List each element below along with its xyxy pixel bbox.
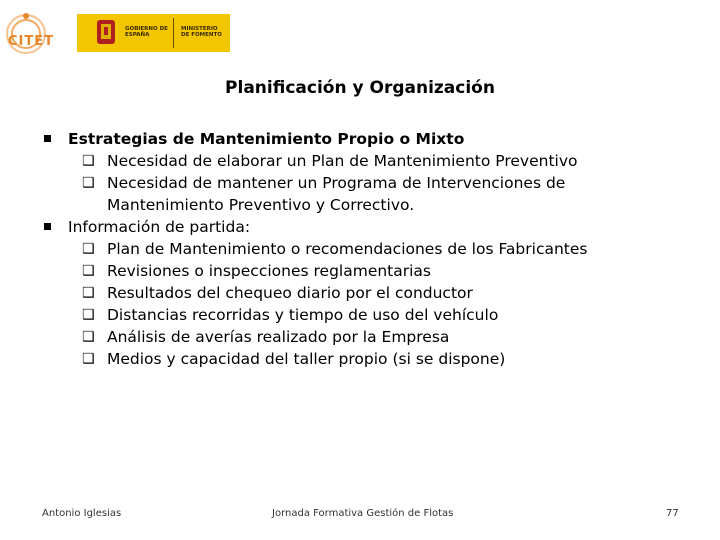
logo-divider bbox=[173, 18, 174, 48]
sub-bullet-item bbox=[44, 260, 684, 282]
sub-bullet-item bbox=[44, 238, 684, 260]
sub-bullet-item bbox=[44, 150, 684, 172]
citet-logo bbox=[6, 8, 64, 60]
gobierno-label: GOBIERNO DE ESPAÑA bbox=[125, 26, 168, 38]
bullet-item bbox=[44, 216, 684, 238]
sub-bullet-text: Resultados del chequeo diario por el conductor bbox=[107, 284, 473, 302]
checkbox-bullet-icon: ❑ bbox=[82, 285, 95, 301]
sub-bullet-text: Plan de Mantenimiento o recomendaciones de los Fabricantes bbox=[107, 240, 588, 258]
bullet-text: Estrategias de Mantenimiento Propio o Mixto bbox=[68, 130, 465, 148]
footer-event: Jornada Formativa Gestión de Flotas bbox=[272, 508, 454, 519]
header bbox=[0, 0, 720, 70]
citet-logo-text: CITET bbox=[8, 34, 54, 49]
sub-bullet-item bbox=[44, 348, 684, 370]
checkbox-bullet-icon: ❑ bbox=[82, 153, 95, 169]
sub-bullet-item bbox=[44, 172, 684, 216]
sub-bullet-item bbox=[44, 326, 684, 348]
slide-title: Planificación y Organización bbox=[225, 78, 495, 98]
sub-bullet-text: Necesidad de mantener un Programa de Intervenciones de Mantenimiento Preventivo y Correctivo. bbox=[107, 174, 566, 214]
coat-of-arms-icon bbox=[95, 18, 117, 48]
footer-author: Antonio Iglesias bbox=[42, 508, 122, 519]
checkbox-bullet-icon: ❑ bbox=[82, 241, 95, 257]
square-bullet-icon bbox=[44, 223, 51, 230]
sub-bullet-text: Necesidad de elaborar un Plan de Mantenimiento Preventivo bbox=[107, 152, 578, 170]
square-bullet-icon bbox=[44, 135, 51, 142]
bullet-item bbox=[44, 128, 684, 150]
checkbox-bullet-icon: ❑ bbox=[82, 307, 95, 323]
bullet-text: Información de partida: bbox=[68, 218, 251, 236]
checkbox-bullet-icon: ❑ bbox=[82, 263, 95, 279]
slide-content bbox=[44, 128, 684, 370]
sub-bullet-text: Revisiones o inspecciones reglamentarias bbox=[107, 262, 432, 280]
sub-bullet-text: Análisis de averías realizado por la Empresa bbox=[107, 328, 450, 346]
gobierno-fomento-logo bbox=[77, 14, 230, 52]
sub-bullet-item bbox=[44, 282, 684, 304]
checkbox-bullet-icon: ❑ bbox=[82, 351, 95, 367]
sub-bullet-text: Medios y capacidad del taller propio (si se dispone) bbox=[107, 350, 506, 368]
sub-bullet-item bbox=[44, 304, 684, 326]
checkbox-bullet-icon: ❑ bbox=[82, 329, 95, 345]
page-number: 77 bbox=[666, 508, 679, 519]
checkbox-bullet-icon: ❑ bbox=[82, 175, 95, 191]
sub-bullet-text: Distancias recorridas y tiempo de uso del vehículo bbox=[107, 306, 499, 324]
ministerio-label: MINISTERIO DE FOMENTO bbox=[181, 26, 222, 38]
